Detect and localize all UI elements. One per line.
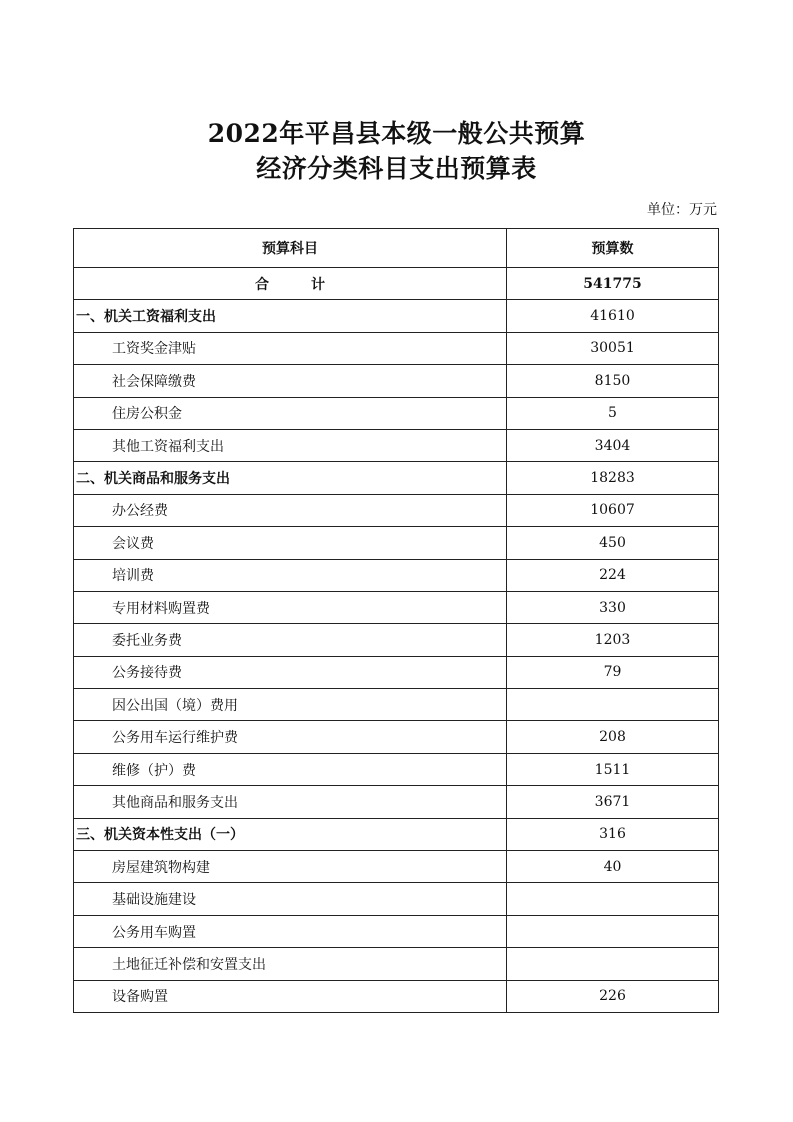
table-header-row <box>74 229 719 268</box>
unit-label: 单位：万元 <box>647 202 717 218</box>
row-value: 30051 <box>507 332 719 364</box>
row-value: 41610 <box>507 300 719 332</box>
title-line-2: 经济分类科目支出预算表 <box>256 154 537 183</box>
row-value: 18283 <box>507 462 719 494</box>
title-line-1: 2022年平昌县本级一般公共预算 <box>207 119 586 148</box>
row-value: 330 <box>507 591 719 623</box>
table-row <box>74 591 719 623</box>
row-label: 委托业务费 <box>74 624 507 656</box>
table-row <box>74 397 719 429</box>
row-value: 226 <box>507 980 719 1012</box>
row-label: 其他工资福利支出 <box>74 429 507 461</box>
table-row <box>74 689 719 721</box>
row-label: 二、机关商品和服务支出 <box>74 462 507 494</box>
table-row <box>74 851 719 883</box>
row-label: 房屋建筑物构建 <box>74 851 507 883</box>
total-row <box>74 268 719 300</box>
row-value: 10607 <box>507 494 719 526</box>
row-label: 工资奖金津贴 <box>74 332 507 364</box>
table-row <box>74 883 719 915</box>
table-row <box>74 527 719 559</box>
table-row <box>74 559 719 591</box>
table-row <box>74 915 719 947</box>
total-label: 合 计 <box>74 268 507 300</box>
row-value: 40 <box>507 851 719 883</box>
table-row <box>74 624 719 656</box>
row-value: 8150 <box>507 365 719 397</box>
table-row <box>74 332 719 364</box>
row-label: 维修（护）费 <box>74 753 507 785</box>
row-label: 一、机关工资福利支出 <box>74 300 507 332</box>
table-row <box>74 721 719 753</box>
row-label: 会议费 <box>74 527 507 559</box>
row-label: 三、机关资本性支出（一） <box>74 818 507 850</box>
row-value: 224 <box>507 559 719 591</box>
row-value: 1203 <box>507 624 719 656</box>
row-value: 3671 <box>507 786 719 818</box>
row-value <box>507 948 719 980</box>
row-value: 5 <box>507 397 719 429</box>
row-label: 其他商品和服务支出 <box>74 786 507 818</box>
table-row <box>74 494 719 526</box>
header-amount: 预算数 <box>507 229 719 268</box>
row-label: 公务接待费 <box>74 656 507 688</box>
table-row <box>74 786 719 818</box>
table-row <box>74 656 719 688</box>
category-row <box>74 462 719 494</box>
row-label: 社会保障缴费 <box>74 365 507 397</box>
table-row <box>74 429 719 461</box>
row-value: 208 <box>507 721 719 753</box>
table-row <box>74 948 719 980</box>
budget-table <box>73 228 719 1013</box>
category-row <box>74 818 719 850</box>
row-label: 基础设施建设 <box>74 883 507 915</box>
row-value: 1511 <box>507 753 719 785</box>
row-value: 316 <box>507 818 719 850</box>
table-row <box>74 980 719 1012</box>
total-value: 541775 <box>507 268 719 300</box>
row-label: 专用材料购置费 <box>74 591 507 623</box>
row-value: 79 <box>507 656 719 688</box>
row-label: 设备购置 <box>74 980 507 1012</box>
header-subject: 预算科目 <box>74 229 507 268</box>
table-row <box>74 753 719 785</box>
row-label: 培训费 <box>74 559 507 591</box>
row-label: 公务用车运行维护费 <box>74 721 507 753</box>
row-value <box>507 883 719 915</box>
row-label: 办公经费 <box>74 494 507 526</box>
row-value: 450 <box>507 527 719 559</box>
row-value <box>507 915 719 947</box>
table-row <box>74 365 719 397</box>
row-label: 土地征迁补偿和安置支出 <box>74 948 507 980</box>
row-label: 因公出国（境）费用 <box>74 689 507 721</box>
row-value <box>507 689 719 721</box>
category-row <box>74 300 719 332</box>
row-label: 公务用车购置 <box>74 915 507 947</box>
row-value: 3404 <box>507 429 719 461</box>
row-label: 住房公积金 <box>74 397 507 429</box>
